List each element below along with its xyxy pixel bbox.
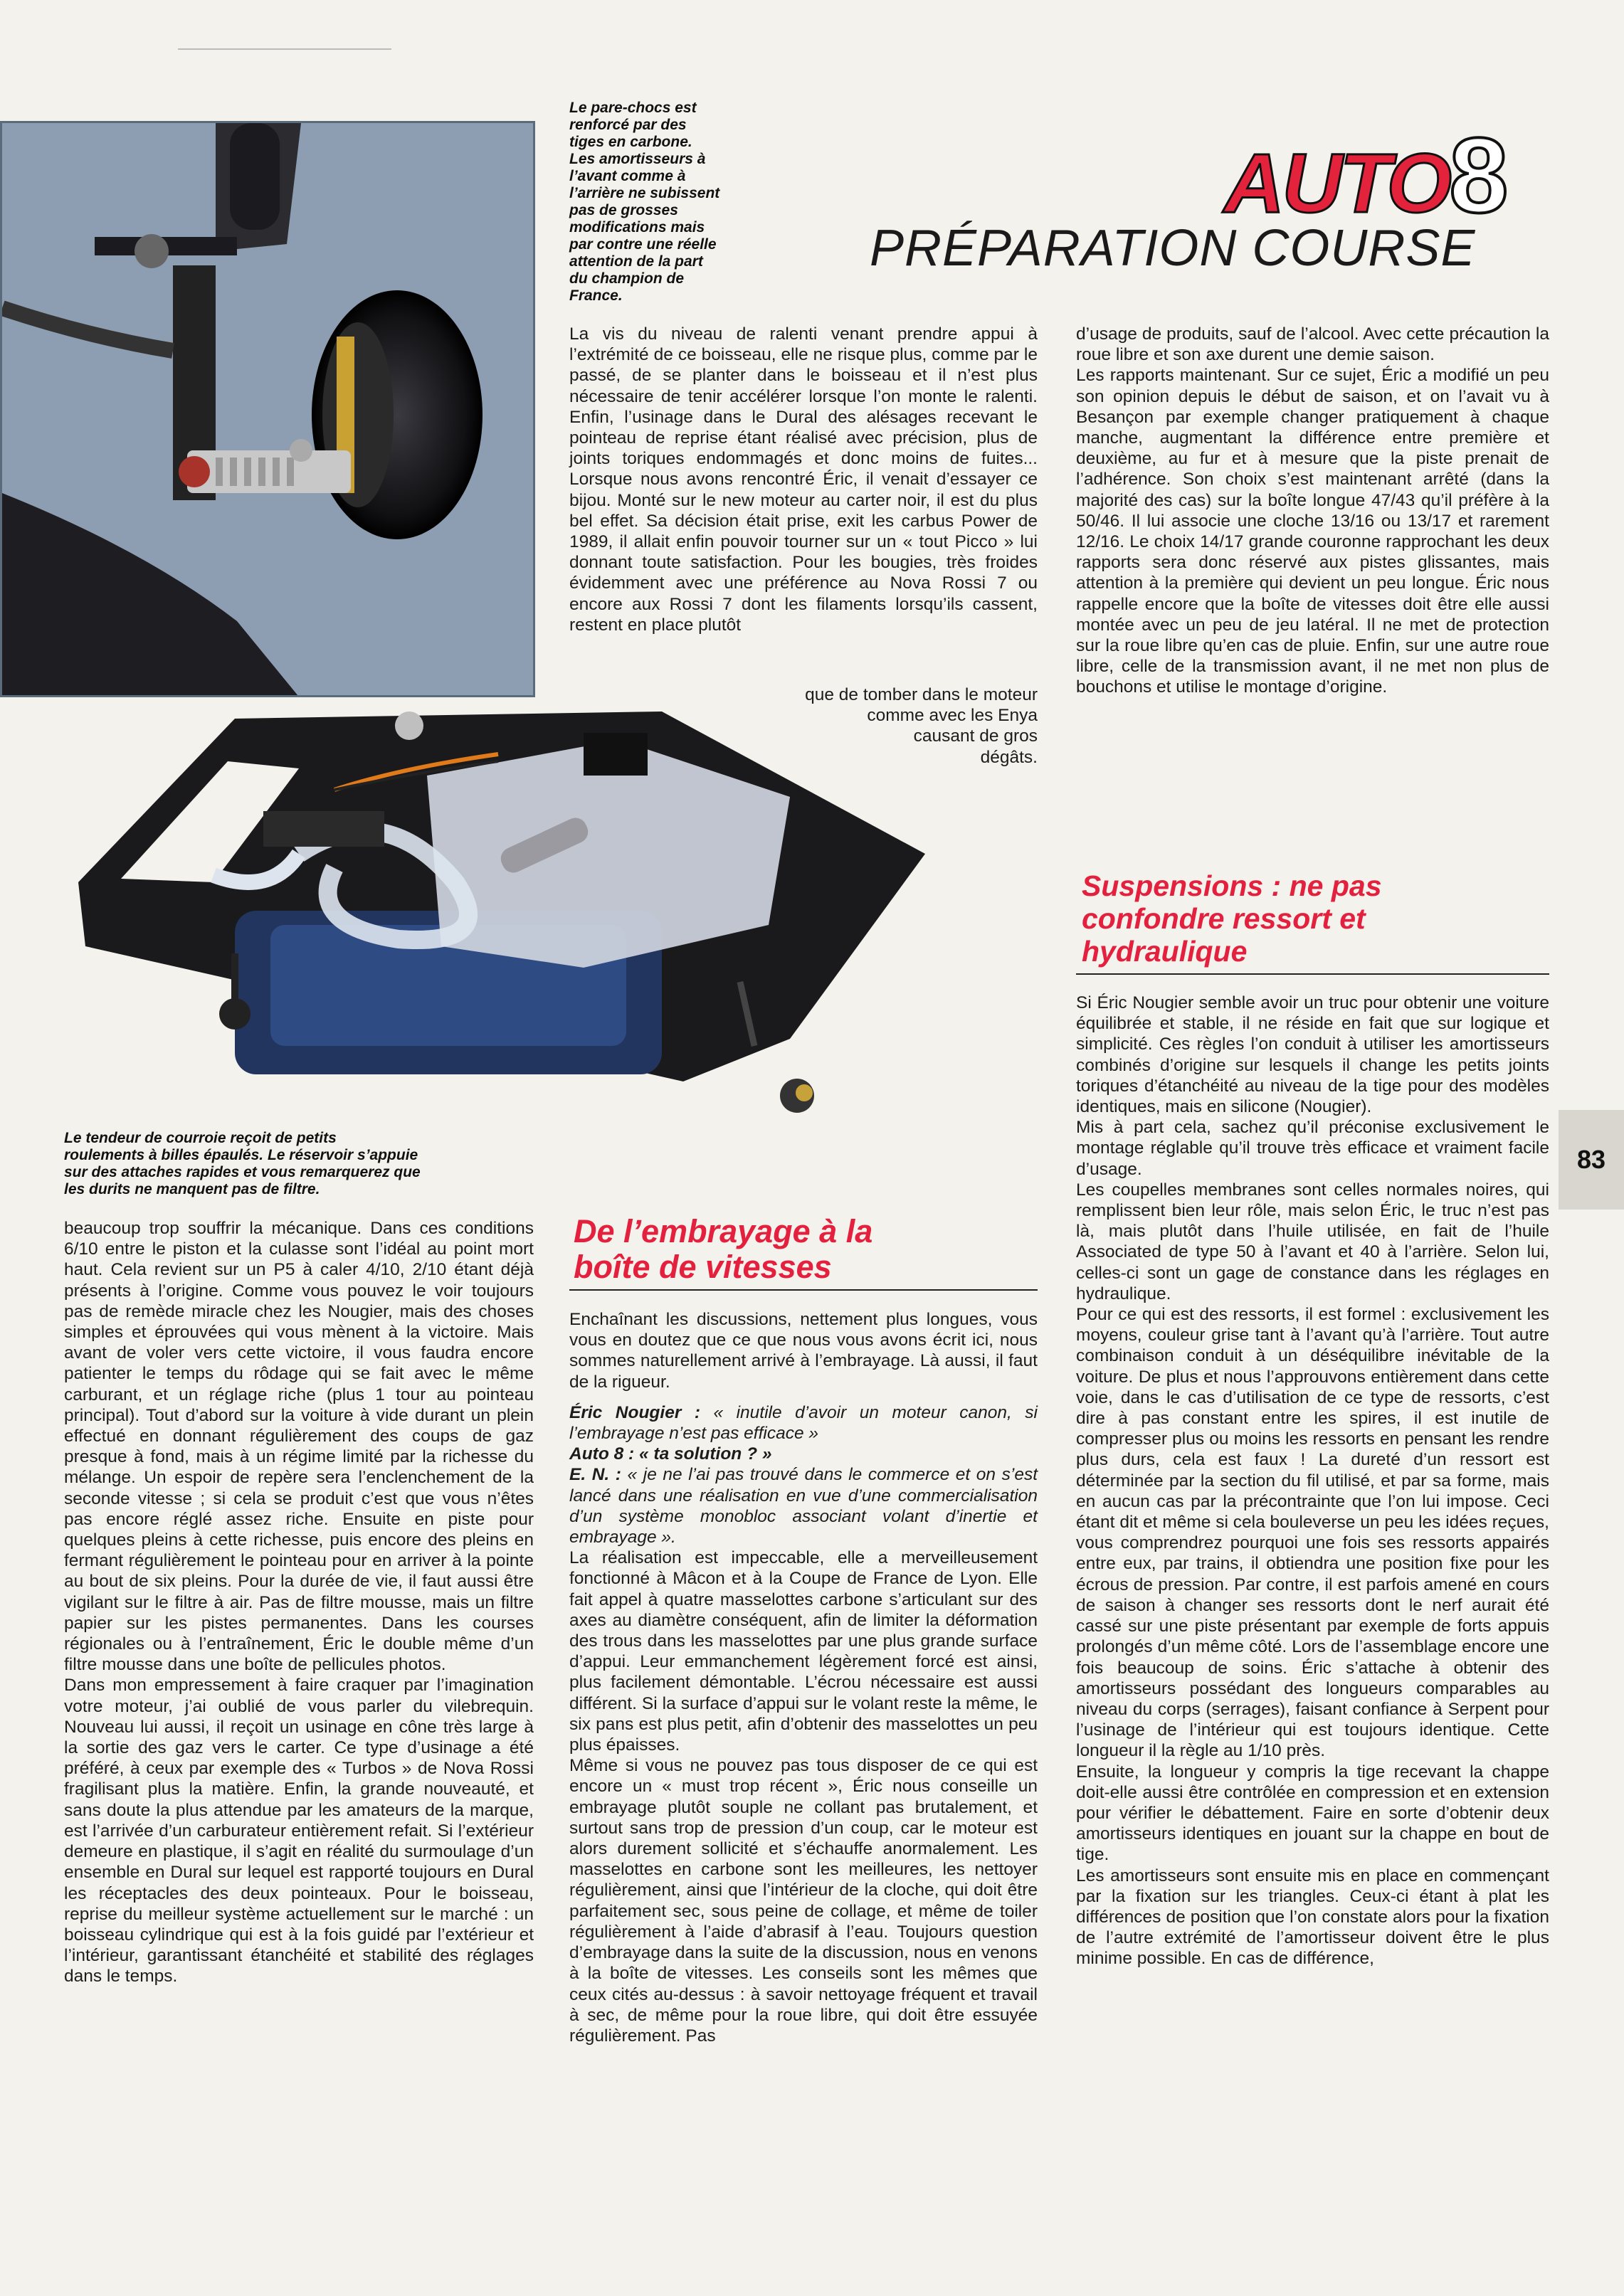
paragraph-line: causant de gros (913, 726, 1038, 746)
caption-bottom-line: les durits ne manquent pas de filtre. (64, 1181, 320, 1197)
paragraph: Même si vous ne pouvez pas tous disposer de ce qui est encore un « must trop récent », Éric nous conseille un embrayage plutôt souple ne collant pas brutalement, et surtout sans trop de pression d’un coup, car le moteur est alors durement sollicité et s’échauffe anormalement. Les masselottes en carbone sont les meilleures, les nettoyer régulièrement, ainsi que l’intérieur de la cloche, qui doit être parfaitement sec, sous peine de collage, et même de toiler régulièrement à l’aide d’abrasif à l’eau. Toujours question d’embrayage dans la suite de la discussion, nous en venons à la boîte de vitesses. Les conseils sont les mêmes que ceux cités au-dessus : à savoir nettoyage fréquent et travail à sec, de même pour la roue libre, qui doit être essuyée régulièrement. Pas (569, 1756, 1038, 2046)
speaker-line: Auto 8 : « ta solution ? » (569, 1444, 772, 1464)
paragraph: Les coupelles membranes sont celles normales noires, qui remplissent bien leur rôle, mais selon Éric, le truc n’est pas là, mais plutôt dans l’huile utilisée, en fait de l’huile Associated de type 50 à l’avant et 40 à l’arrière. Selon lui, celles-ci sont un gage de constance dans les réglages en hydraulique. (1076, 1180, 1549, 1303)
caption-bottom-line: sur des attaches rapides et vous remarquerez que (64, 1164, 421, 1180)
caption-top-line: du champion de (569, 270, 685, 287)
photo-chassis-tank-art (0, 711, 1082, 1124)
caption-top-line: l’arrière ne subissent (569, 185, 720, 201)
paragraph: Enchaînant les discussions, nettement plus longues, vous vous en doutez que ce que nous vous avons écrit ici, nous sommes naturellement arrivé à l’embrayage. Là aussi, il faut de la rigueur. (569, 1310, 1038, 1392)
interview-question (569, 1444, 1038, 1464)
page-number: 83 (1559, 1110, 1624, 1210)
heading-line: hydraulique (1082, 935, 1248, 968)
caption-top-line: France. (569, 287, 623, 304)
heading-line: boîte de vitesses (574, 1249, 832, 1285)
paragraph: Pour ce qui est des ressorts, il est formel : exclusivement les moyens, couleur grise tant à l’avant qu’à l’arrière. Tout autre combinaison conduit à un déséquilibre inévitable de la voiture. De plus et nous l’approuvons entièrement dans cette voie, dans le cas d’utilisation de ce type de ressorts, c’est dire à pas constant entre les spires, il est inutile de compresser plus ou moins les ressorts en pensant les rendre plus durs, cela est faux ! La dureté d’un ressort est déterminée par la section du fil utilisé, et par sa forme, mais en aucun cas par la précontrainte que l’on lui impose. Ceci étant dit et même si cela bouleverse un peu les idées reçues, vous comprendrez pourquoi une fois ses ressorts appairés entre eux, par trains, il obtiendra une position fixe pour les écrous de pression. Par contre, il est parfois amené en cours de saison à changer ses ressorts dont le nerf aurait été cassé sur une piste présentant par exemple de forts appuis prolongés d’un même côté. Lors de l’assemblage encore une fois beaucoup de soins. Éric s’attache à obtenir des amortisseurs possédant des longueurs comparables au niveau du corps (serrages), faisant confiance à Serpent pour l’usinage de l’intérieur qui est toujours identique. Cette longueur il la règle au 1/10 près. (1076, 1305, 1549, 1761)
paragraph-line: dégâts. (980, 747, 1038, 767)
paragraph: Les amortisseurs sont ensuite mis en place en commençant par la fixation sur les triangles. Ceux-ci étant à plat les différences de position que l’on constate alors pour la fixation de l’autre extrémité de l’amortisseur doivent être le plus minime possible. En cas de différence, (1076, 1866, 1549, 1969)
column-middle-bottom (569, 1309, 1038, 2046)
photo-chassis-tank (0, 711, 1082, 1124)
caption-bottom-line: Le tendeur de courroie reçoit de petits (64, 1130, 337, 1146)
scan-mark (178, 48, 391, 50)
heading-rule (569, 1289, 1038, 1291)
paragraph-line: comme avec les Enya (867, 706, 1038, 726)
caption-top-line: par contre une réelle (569, 236, 717, 253)
paragraph: La vis du niveau de ralenti venant prendre appui à l’extrémité de ce boisseau, elle ne risque plus, comme par le passé, de se planter dans le boisseau et il n’est plus nécessaire de tenir accélérer lorsque l’on monte le ralenti. Enfin, l’usinage dans le Dural des alésages recevant le pointeau de reprise étant réalisé avec précision, plus de joints toriques endommagés et donc moins de fuites... Lorsque nous avons rencontré Éric, il venait d’essayer ce bijou. Monté sur le new moteur au carter noir, il est du plus bel effet. Sa décision était prise, exit les carbus Power de 1989, il allait enfin pouvoir tourner sur un « tout Picco » lui donnant toute satisfaction. Pour les bougies, très froides évidemment avec une préférence au Nova Rossi 7 ou encore aux Rossi 7 dont les filaments lorsqu’ils cassent, restent en place plutôt (569, 324, 1038, 635)
caption-bottom (64, 1130, 548, 1198)
heading-suspensions (1082, 869, 1537, 968)
paragraph: beaucoup trop souffrir la mécanique. Dans ces conditions 6/10 entre le piston et la culasse sont l’idéal au point mort haut. Cela revient sur un P5 à caler 4/10, 2/10 étant déjà présents à l’origine. Comme vous pouvez le voir toujours pas de remède miracle chez les Nougier, mais des choses simples et éprouvées qui vous mènent à la victoire. Mais avant de voler vers cette victoire, il vous faudra encore patienter le temps du rôdage qui se fait avec le même carburant, et un réglage riche (plus 1 tour au pointeau principal). Tout d’abord sur la voiture à vide durant un plein effectué en donnant régulièrement des coups de gaz presque à fond, mais à un régime limité par la richesse du mélange. Un espoir de repère sera l’enclenchement de la seconde vitesse ; si cela se produit c’est que vous n’êtes pas encore réglé assez riche. Ensuite en piste pour quelques pleins à cette richesse, puis encore des pleins en fermant régulièrement le pointeau pour en arriver à la pointe au bout de six pleins. Pour la durée de vie, il faut aussi être vigilant sur le filtre à air. Pas de filtre mousse, mais un filtre papier sur les pistes permanentes. Dans les courses régionales ou à l’entraînement, Éric le double même d’un filtre mousse dans une boîte de pellicules photos. (64, 1219, 534, 1675)
heading-line: Suspensions : ne pas (1082, 869, 1382, 902)
caption-bottom-line: roulements à billes épaulés. Le réservoir s’appuie (64, 1147, 418, 1163)
speaker-name: E. N. : (569, 1465, 621, 1485)
column-middle-top (569, 324, 1038, 635)
interview-question (569, 1402, 1038, 1444)
caption-top-line: pas de grosses (569, 202, 678, 218)
logo-auto-text: AUTO (1224, 137, 1450, 231)
paragraph: Les rapports maintenant. Sur ce sujet, Éric a modifié un peu son opinion depuis le début de saison, et on l’avait vu à Besançon par exemple changer pratiquement à chaque manche, augmentant la différence entre première et deuxième, au fur et à mesure que la piste prenait de l’adhérence. Son choix s’est maintenant arrêté (dans la majorité des cas) sur la boîte longue 47/43 qu’il préfère à la 50/46. Il lui associe une cloche 13/16 ou 13/17 et rarement 12/16. Le choix 14/17 grande couronne rapprochant les deux rapports sera donc réservé aux pistes glissantes, mais attention à la première qui devient un peu longue. Éric nous rappelle encore que la boîte de vitesses doit être elle aussi montée avec un peu de jeu latéral. Il ne met de protection sur la roue libre qu’en cas de pluie. Enfin, sur une autre roue libre, celle de la transmission avant, il ne met non plus de bouchons et utilise le montage d’origine. (1076, 366, 1549, 697)
quote: « je ne l’ai pas trouvé dans le commerce et on s’est lancé dans une réalisation en vue d’une commercialisation d’un système monobloc associant volant d’inertie et embrayage ». (569, 1465, 1038, 1548)
caption-top-line: modifications mais (569, 219, 705, 236)
column-right-top (1076, 324, 1549, 698)
heading-line: De l’embrayage à la (574, 1213, 873, 1249)
section-title: PRÉPARATION COURSE (870, 220, 1476, 277)
caption-top (569, 100, 769, 305)
paragraph: Mis à part cela, sachez qu’il préconise exclusivement le montage réglable qu’il trouve très efficace et vraiment facile d’usage. (1076, 1118, 1549, 1179)
caption-top-line: renforcé par des (569, 117, 687, 133)
paragraph: Dans mon empressement à faire craquer par l’imagination votre moteur, j’ai oublié de vous parler du vilebrequin. Nouveau lui aussi, il reçoit un usinage en cône très large à la sortie des gaz vers le carter. Ce type d’usinage a été préféré, à ceux par exemple des « Turbos » de Nova Rossi fragilisant plus la matière. Enfin, la grande nouveauté, et sans doute la plus attendue par les amateurs de la marque, est l’arrivée d’un carburateur entièrement refait. Si l’extérieur demeure en plastique, il s’agit en réalité du surmoulage d’un ensemble en Dural sur lequel est rapporté toujours en Dural les réceptacles des deux pointeaux. Pour le boisseau, reprise du meilleur système actuellement sur le marché : un boisseau cylindrique qui est à la fois guidé par l’extérieur et l’intérieur, garantissant étanchéité et stabilité des réglages dans le temps. (64, 1676, 534, 1986)
heading-embrayage (574, 1214, 1036, 1285)
paragraph: d’usage de produits, sauf de l’alcool. Avec cette précaution la roue libre et son axe durent une demie saison. (1076, 324, 1549, 365)
paragraph: Ensuite, la longueur y compris la tige recevant la chappe doit-elle aussi être contrôlée en compression et en extension pour vérifier le débattement. Faire en sorte d’obtenir deux amortisseurs identiques en jouant sur la chappe en bout de tige. (1076, 1762, 1549, 1865)
heading-rule (1076, 973, 1549, 975)
paragraph: Si Éric Nougier semble avoir un truc pour obtenir une voiture équilibrée et stable, il ne réside en fait que sur logique et simplicité. Ces règles l’on conduit à utiliser les amortisseurs combinés d’origine sur lesquels il change les petits joints toriques d’étanchéité au niveau de la tige pour des modèles identiques, mais en silicone (Nougier). (1076, 993, 1549, 1117)
caption-top-line: Le pare-chocs est (569, 100, 697, 116)
caption-top-line: Les amortisseurs à (569, 151, 706, 167)
caption-top-line: tiges en carbone. (569, 134, 692, 150)
photo-front-suspension (0, 121, 535, 697)
column-right-bottom (1076, 993, 1549, 1969)
photo-front-suspension-art (2, 123, 535, 697)
quote: « inutile d’avoir un moteur canon, si l’embrayage n’est pas efficace » (569, 1402, 1038, 1444)
column-left-bottom (64, 1218, 534, 1987)
paragraph-line: que de tomber dans le moteur (805, 685, 1038, 704)
paragraph: La réalisation est impeccable, elle a merveilleusement fonctionné à Mâcon et à la Coupe de France de Lyon. Elle fait appel à quatre masselottes carbone s’articulant sur des axes au diamètre conséquent, afin de limiter la déformation des trous dans les masselottes par une plus grande surface d’appui. Leur emmanchement légèrement forcé est ainsi, plus facilement démontable. L’écrou nécessaire est aussi différent. Si la surface d’appui sur le volant reste la même, le six pans est plus petit, afin d’obtenir des masselottes un peu plus épaisses. (569, 1548, 1038, 1755)
heading-line: confondre ressort et (1082, 902, 1366, 935)
column-middle-top-tail (753, 684, 1038, 768)
caption-top-line: attention de la part (569, 253, 703, 270)
caption-top-line: l’avant comme à (569, 168, 686, 184)
logo-number: 8 (1449, 115, 1509, 235)
interview-answer (569, 1464, 1038, 1548)
speaker-name: Éric Nougier : (569, 1402, 700, 1422)
